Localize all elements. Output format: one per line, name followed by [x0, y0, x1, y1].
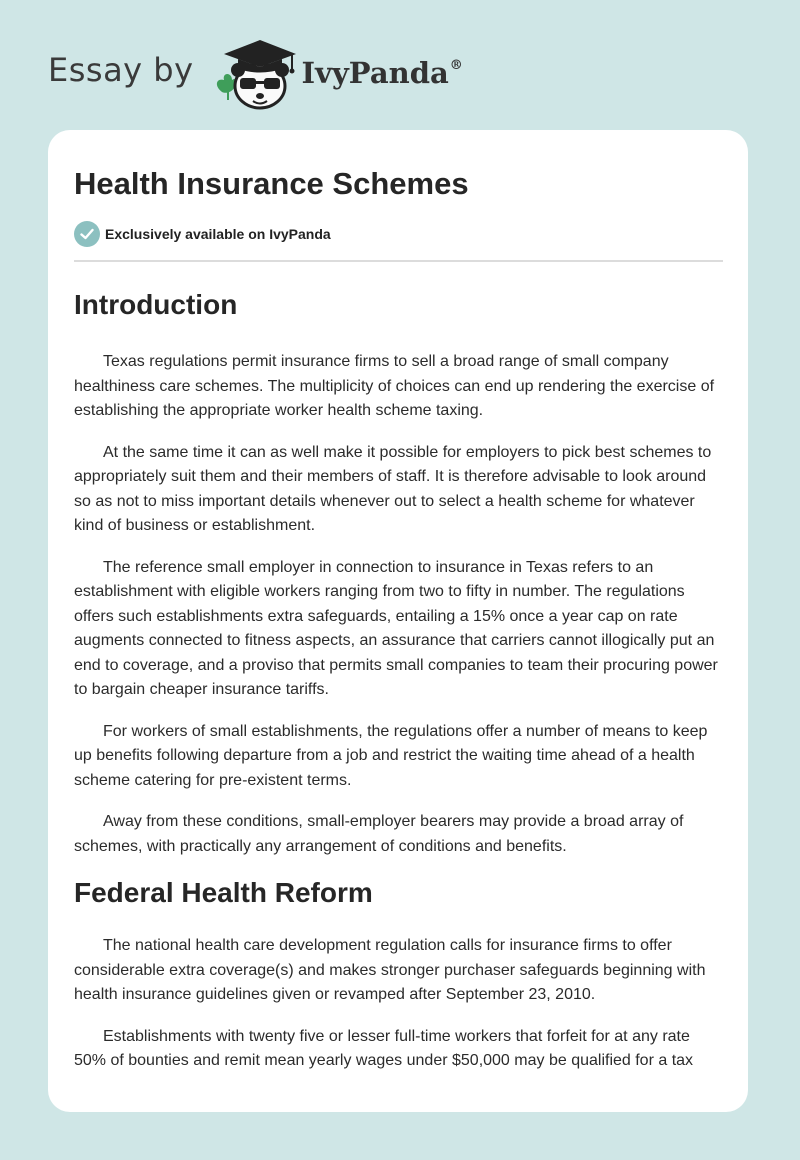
paragraph: Texas regulations permit insurance firms to sell a broad range of small company healthiness care schemes. The multiplicity of choices can end up rendering the exercise of establishing the appropriate worker health scheme taxing. — [74, 353, 715, 419]
article-card — [48, 130, 748, 1112]
brand-prefix: Essay by — [48, 51, 194, 89]
check-circle-icon — [74, 221, 100, 247]
paragraph: At the same time it can as well make it possible for employers to pick best schemes to appropriately suit them and their members of staff. It is therefore advisable to look around so as not to miss important details whenever out to select a health scheme for whatever kind of business or establishment. — [74, 443, 712, 534]
paragraph: Establishments with twenty five or lesser full-time workers that forfeit for at any rate 50% of bounties and remit mean yearly wages under $50,000 may be qualified for a tax — [74, 1027, 694, 1069]
section-heading-introduction: Introduction — [74, 289, 238, 320]
page-title: Health Insurance Schemes — [74, 166, 469, 201]
panda-logo-icon — [208, 34, 300, 114]
exclusive-badge — [74, 220, 722, 248]
section-heading-federal-health-reform: Federal Health Reform — [74, 877, 373, 908]
divider — [74, 260, 723, 262]
paragraph: Away from these conditions, small-employer bearers may provide a broad array of schemes, with practically any arrangement of conditions and benefits. — [74, 813, 684, 855]
paragraph: For workers of small establishments, the regulations offer a number of means to keep up benefits following departure from a job and restrict the waiting time ahead of a health scheme catering for pre-existent terms. — [74, 722, 708, 789]
paragraph: The national health care development regulation calls for insurance firms to offer considerable extra coverage(s) and makes stronger purchaser safeguards beginning with health insurance guidelines given or revamped after September 23, 2010. — [74, 937, 706, 1003]
brand-name: IvyPanda® — [301, 56, 463, 90]
paragraph: The reference small employer in connection to insurance in Texas refers to an establishment with eligible workers ranging from two to fifty in number. The regulations offers such establishments extra safeguards, entailing a 15% once a year cap on rate augments connected to fitness aspects, an assurance that carriers cannot illogically put an end to coverage, and a proviso that permits small companies to team their procuring power to bargain cheaper insurance tariffs. — [74, 558, 718, 698]
site-brand[interactable] — [48, 34, 463, 114]
exclusive-badge-label: Exclusively available on IvyPanda — [105, 226, 331, 242]
